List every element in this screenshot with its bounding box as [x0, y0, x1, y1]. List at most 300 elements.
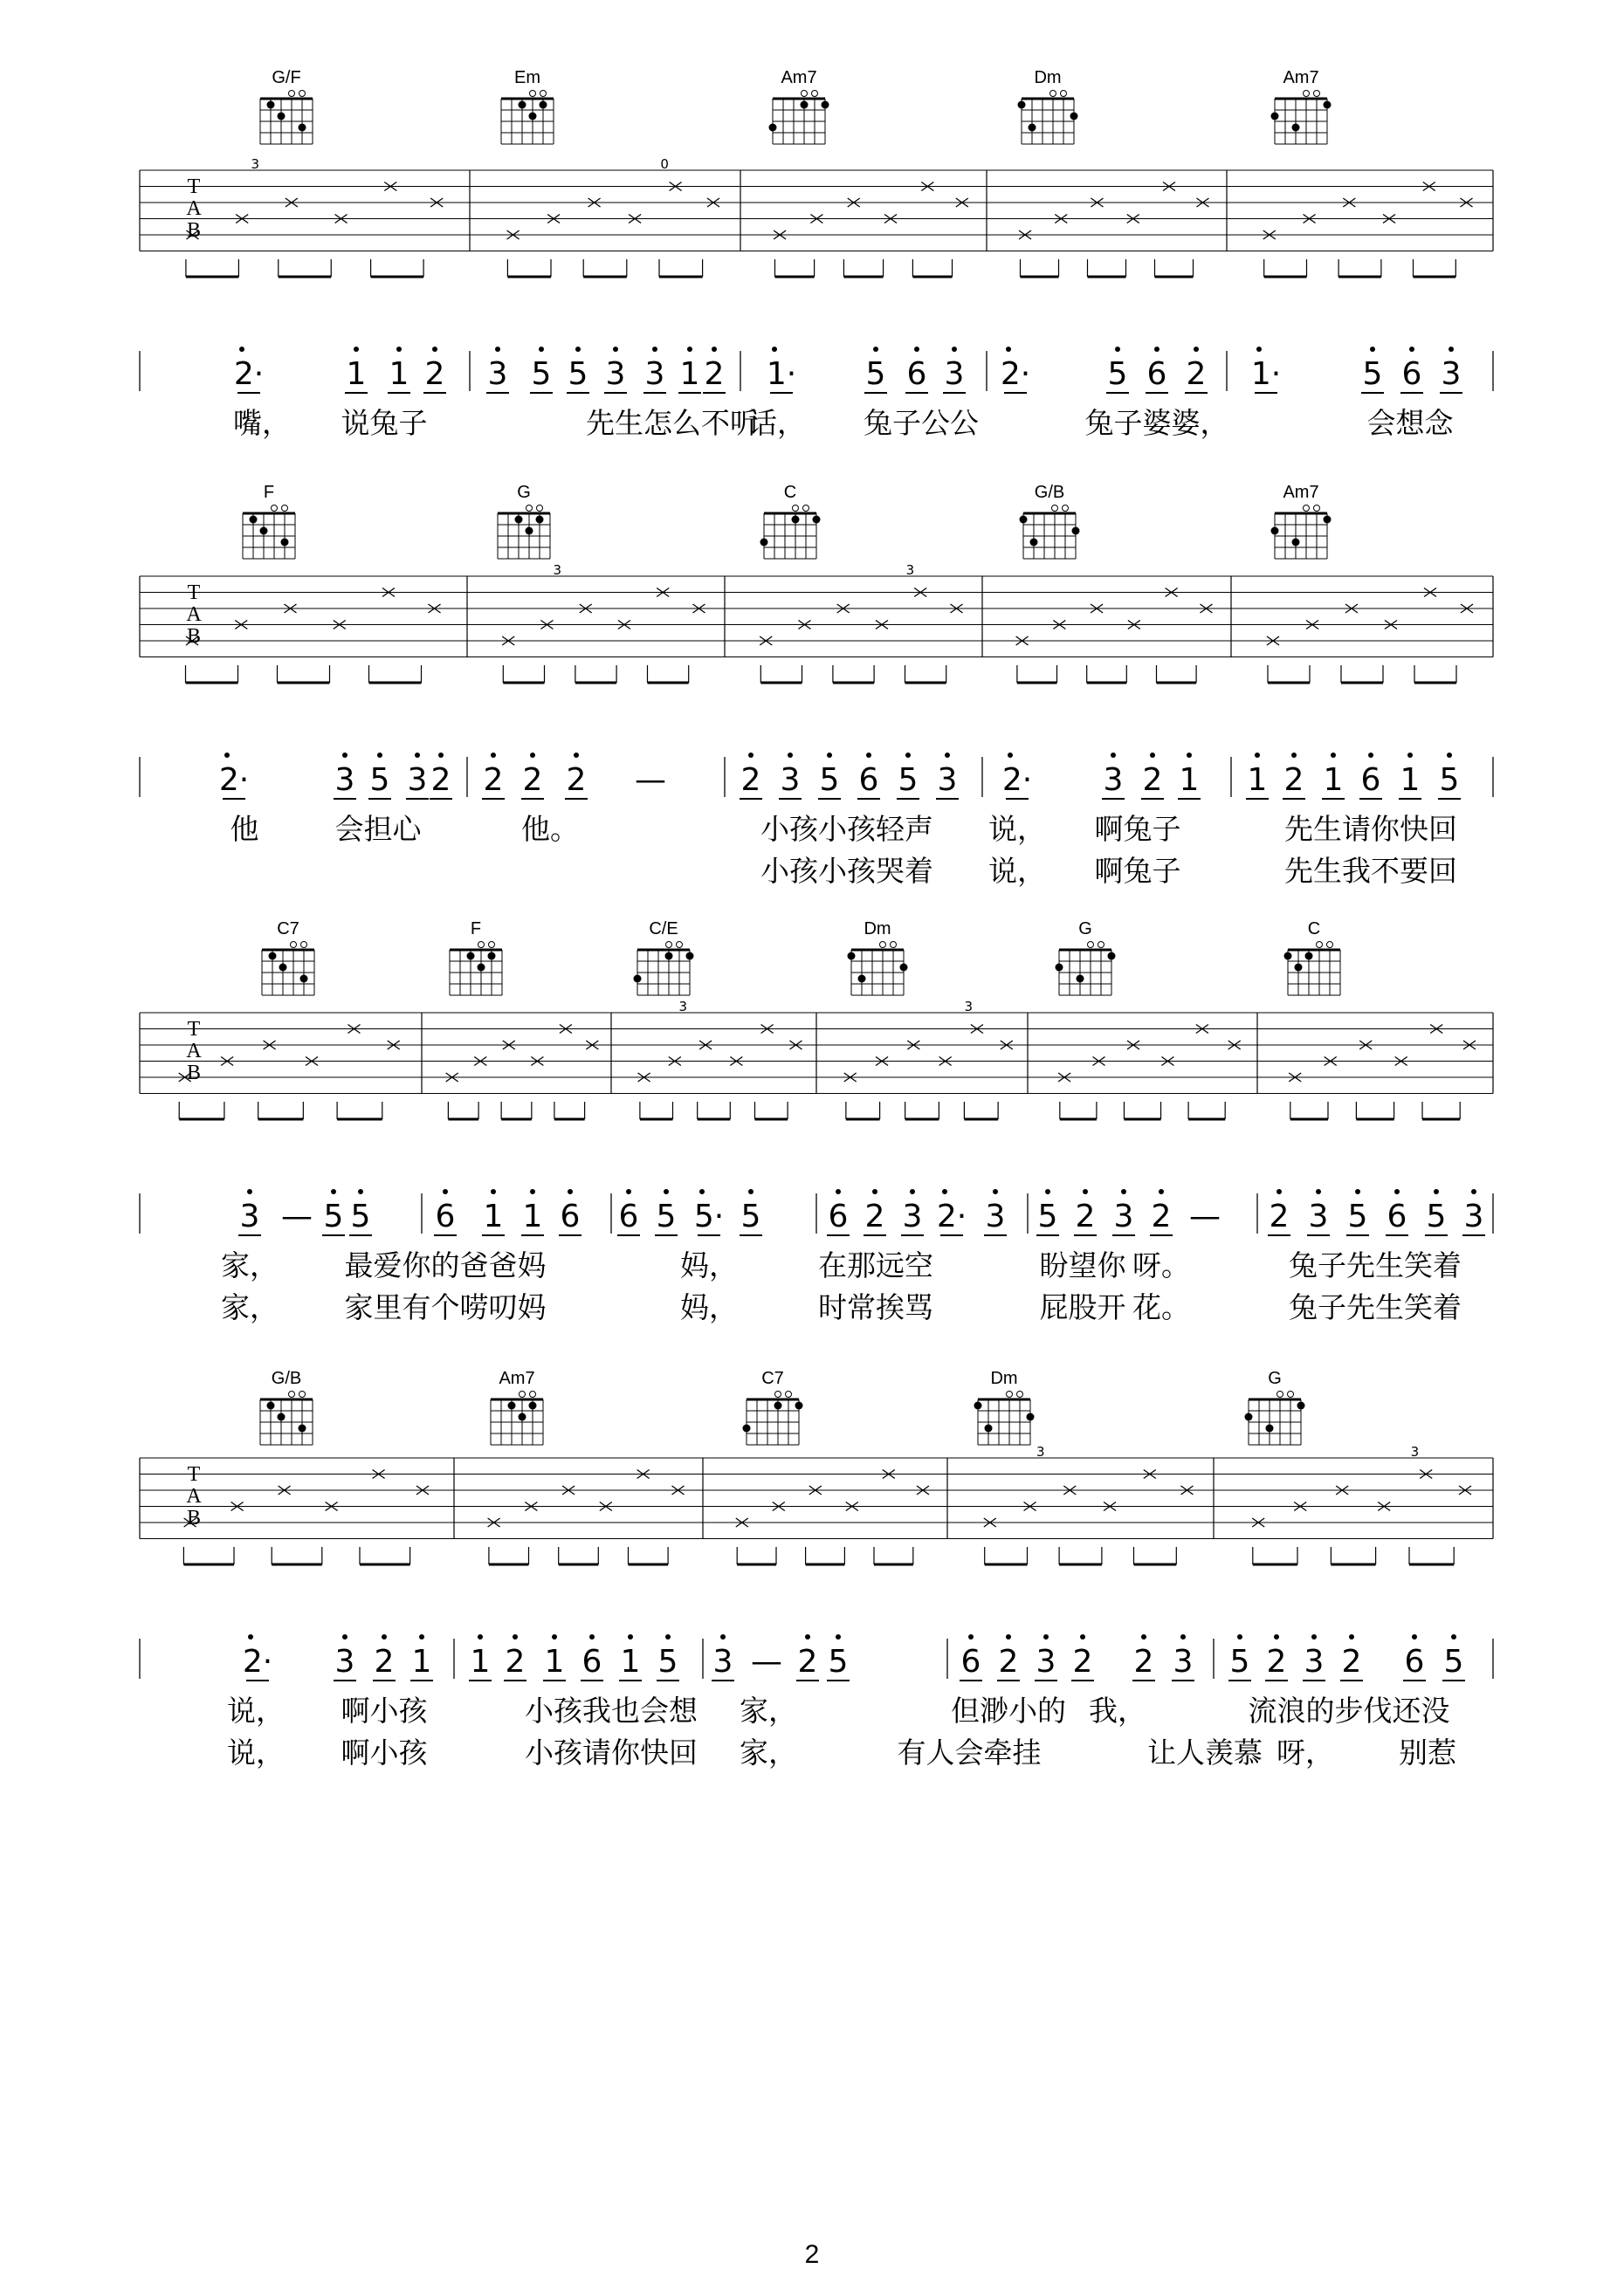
octave-dot	[1331, 753, 1336, 758]
chord-name: C/E	[649, 919, 678, 938]
fret-number: 3	[1036, 1444, 1045, 1460]
octave-dot	[491, 1189, 496, 1194]
chord-finger-dot	[769, 124, 777, 132]
notation-note: 3	[1036, 1644, 1056, 1680]
chord-name: G	[1268, 1369, 1282, 1388]
notation-note: 2	[522, 762, 543, 798]
chord-open-string	[282, 505, 288, 512]
notation-note: 3	[334, 1644, 355, 1680]
chord-open-string	[289, 1392, 295, 1398]
chord-finger-dot	[974, 1402, 982, 1410]
chord-finger-dot	[515, 516, 523, 524]
notation-note: 3	[712, 1644, 733, 1680]
chord-open-string	[272, 505, 278, 512]
numbered-notation	[140, 1634, 1493, 1681]
octave-dot	[1115, 347, 1120, 352]
chord-finger-dot	[1305, 952, 1313, 960]
chord-name: G	[517, 483, 531, 502]
lyrics-line-1	[221, 1248, 1462, 1282]
chord-open-string	[301, 942, 307, 948]
chord-finger-dot	[529, 1402, 537, 1410]
lyric-text: 小孩请你快回	[525, 1736, 698, 1770]
lyric-text: 家，	[221, 1248, 279, 1282]
chord-diagram	[260, 68, 313, 144]
octave-dot	[652, 347, 657, 352]
octave-dot	[1291, 753, 1297, 758]
chord-open-string	[1288, 1392, 1294, 1398]
chord-finger-dot	[848, 952, 856, 960]
octave-dot	[1237, 1634, 1242, 1640]
notation-note: 5	[369, 762, 390, 798]
tab-clef-letter: B	[186, 1062, 202, 1084]
chord-open-string	[526, 505, 533, 512]
octave-dot	[358, 1189, 363, 1194]
chord-finger-dot	[279, 964, 287, 972]
chord-finger-dot	[1297, 1402, 1305, 1410]
notation-note: 5	[1107, 356, 1128, 392]
tab-staff	[140, 156, 1493, 277]
notation-note: 6	[560, 1199, 581, 1234]
notation-note: 5	[865, 356, 886, 392]
lyrics-line-2	[760, 854, 1457, 888]
chord-finger-dot	[1245, 1413, 1253, 1421]
octave-dot	[1447, 753, 1452, 758]
chord-name: C	[1307, 919, 1321, 938]
octave-dot	[568, 1189, 573, 1194]
fret-number: 0	[660, 156, 669, 172]
octave-dot	[552, 1634, 557, 1640]
chord-name: G	[1078, 919, 1092, 938]
chord-finger-dot	[467, 952, 475, 960]
chord-open-string	[1314, 91, 1320, 97]
tab-staff	[140, 999, 1493, 1119]
octave-dot	[1150, 753, 1155, 758]
notation-note: 3	[1103, 762, 1124, 798]
octave-dot	[1409, 347, 1414, 352]
notation-note: 2	[374, 1644, 395, 1680]
octave-dot	[1083, 1189, 1088, 1194]
octave-dot	[905, 753, 911, 758]
octave-dot	[805, 1634, 810, 1640]
notation-note: 6	[858, 762, 879, 798]
numbered-notation	[140, 753, 1493, 799]
chord-diagram	[848, 919, 908, 995]
lyric-text: 他	[230, 812, 259, 846]
chord-finger-dot	[813, 516, 821, 524]
chord-open-string	[786, 1392, 792, 1398]
lyric-text: 他。	[521, 812, 579, 846]
tab-clef-letter: B	[186, 1507, 202, 1530]
lyric-text: 在那远空	[818, 1248, 933, 1282]
chord-open-string	[677, 942, 683, 948]
lyric-text: 小孩小孩哭着	[760, 854, 933, 888]
chord-name: Am7	[1283, 483, 1319, 502]
octave-dot	[419, 1634, 424, 1640]
notation-note: 5	[323, 1199, 344, 1234]
notation-note: 2·	[218, 762, 250, 798]
notation-note: 1	[1247, 762, 1268, 798]
lyric-text: 家，	[740, 1694, 797, 1728]
octave-dot	[836, 1189, 841, 1194]
numbered-notation	[140, 347, 1493, 393]
octave-dot	[513, 1634, 518, 1640]
chord-open-string	[1304, 505, 1310, 512]
chord-open-string	[289, 91, 295, 97]
notation-note: 1	[1400, 762, 1421, 798]
chord-open-string	[666, 942, 672, 948]
chord-finger-dot	[686, 952, 694, 960]
chord-open-string	[1314, 505, 1320, 512]
chord-open-string	[299, 1392, 306, 1398]
octave-dot	[1043, 1634, 1049, 1640]
lyric-text: 别惹	[1399, 1736, 1456, 1770]
chord-open-string	[1098, 942, 1104, 948]
chord-open-string	[1007, 1392, 1013, 1398]
chord-open-string	[530, 91, 536, 97]
chord-open-string	[1061, 91, 1067, 97]
notation-note: 3	[487, 356, 508, 392]
chord-name: Am7	[1283, 68, 1319, 87]
lyrics-line-2	[227, 1736, 1457, 1770]
notation-note: 2	[1133, 1644, 1154, 1680]
octave-dot	[589, 1634, 595, 1640]
notation-note: 6	[1360, 762, 1381, 798]
octave-dot	[687, 347, 692, 352]
notation-note: 6	[1387, 1199, 1407, 1234]
chord-finger-dot	[774, 1402, 782, 1410]
chord-finger-dot	[529, 113, 537, 120]
notation-note: —	[635, 762, 666, 798]
lyric-text: 兔子公公	[864, 406, 979, 440]
chord-finger-dot	[1295, 964, 1303, 972]
notation-note: 3	[1113, 1199, 1134, 1234]
chord-diagram	[769, 68, 829, 144]
octave-dot	[1256, 347, 1262, 352]
notation-note: 3	[1304, 1644, 1325, 1680]
tab-clef-letter: T	[187, 1018, 201, 1041]
chord-diagram	[760, 483, 821, 559]
octave-dot	[443, 1189, 448, 1194]
octave-dot	[1349, 1634, 1354, 1640]
chord-open-string	[1063, 505, 1069, 512]
notation-note: 5	[828, 1644, 849, 1680]
octave-dot	[438, 753, 444, 758]
chord-diagram	[501, 68, 554, 144]
notation-note: 3	[937, 762, 958, 798]
lyric-text: 妈，	[680, 1248, 738, 1282]
notation-note: 5	[898, 762, 919, 798]
chord-finger-dot	[300, 975, 308, 983]
chord-finger-dot	[1020, 516, 1028, 524]
lyric-text: 啊小孩	[341, 1736, 428, 1770]
chord-finger-dot	[1018, 101, 1026, 109]
lyric-text: 话，	[748, 406, 806, 440]
chord-finger-dot	[519, 1413, 526, 1421]
notation-note: 5	[1439, 762, 1460, 798]
fret-number: 3	[678, 999, 688, 1014]
octave-dot	[1311, 1634, 1317, 1640]
chord-name: F	[470, 919, 482, 938]
notation-note: 1	[389, 356, 409, 392]
octave-dot	[866, 753, 871, 758]
notation-note: 2·	[233, 356, 265, 392]
tab-clef-letter: A	[186, 1485, 202, 1508]
chord-open-string	[291, 942, 297, 948]
chord-open-string	[1088, 942, 1094, 948]
chord-name: G/F	[272, 68, 301, 87]
chord-name: G/B	[271, 1369, 302, 1388]
system-1	[140, 68, 1493, 440]
system-4	[140, 1369, 1493, 1770]
octave-dot	[664, 1189, 669, 1194]
chord-finger-dot	[1077, 975, 1084, 983]
chord-finger-dot	[1271, 113, 1279, 120]
lyric-text: 先生我不要回	[1284, 854, 1457, 888]
octave-dot	[1407, 753, 1413, 758]
notation-note: 5	[1362, 356, 1383, 392]
octave-dot	[1368, 753, 1373, 758]
octave-dot	[574, 753, 579, 758]
lyric-text: 屁股开	[1039, 1290, 1126, 1324]
lyric-text: 家，	[221, 1290, 279, 1324]
chord-open-string	[540, 91, 547, 97]
chord-open-string	[793, 505, 799, 512]
chord-finger-dot	[1324, 516, 1332, 524]
lyric-text: 啊小孩	[341, 1694, 428, 1728]
notation-note: 2	[1142, 762, 1163, 798]
tab-clef-letter: T	[187, 175, 201, 198]
octave-dot	[872, 1189, 877, 1194]
tab-clef-letter: T	[187, 581, 201, 604]
octave-dot	[1394, 1189, 1400, 1194]
chord-name: C7	[277, 919, 299, 938]
chord-finger-dot	[743, 1425, 751, 1433]
notation-note: 3	[780, 762, 801, 798]
chord-diagram	[1018, 68, 1078, 144]
notation-note: 1	[620, 1644, 641, 1680]
lyric-text: 说，	[988, 812, 1046, 846]
notation-note: 2·	[242, 1644, 273, 1680]
notation-note: 2	[430, 762, 451, 798]
octave-dot	[1141, 1634, 1146, 1640]
chord-finger-dot	[1324, 101, 1332, 109]
chord-finger-dot	[1029, 124, 1036, 132]
chord-name: Em	[514, 68, 540, 87]
octave-dot	[1276, 1189, 1282, 1194]
chord-finger-dot	[299, 124, 306, 132]
lyric-text: 花。	[1132, 1290, 1190, 1324]
notation-note: 3	[1463, 1199, 1484, 1234]
lyric-text: 家，	[740, 1736, 797, 1770]
octave-dot	[342, 753, 348, 758]
notation-note: 1	[470, 1644, 491, 1680]
chord-open-string	[1052, 505, 1058, 512]
chord-finger-dot	[508, 1402, 516, 1410]
notation-note: 3	[902, 1199, 923, 1234]
octave-dot	[1355, 1189, 1360, 1194]
chord-finger-dot	[1292, 539, 1300, 547]
octave-dot	[1471, 1189, 1476, 1194]
octave-dot	[1449, 347, 1454, 352]
chord-open-string	[880, 942, 886, 948]
notation-note: 2	[566, 762, 587, 798]
octave-dot	[665, 1634, 671, 1640]
chord-name: F	[263, 483, 275, 502]
notation-note: 5	[740, 1199, 761, 1234]
octave-dot	[748, 1189, 754, 1194]
lyric-text: 嘴，	[233, 406, 291, 440]
octave-dot	[1111, 753, 1116, 758]
lyric-text: 先生请你快回	[1284, 812, 1457, 846]
notation-note: 5	[819, 762, 840, 798]
chord-finger-dot	[267, 1402, 275, 1410]
notation-note: 6	[1146, 356, 1167, 392]
octave-dot	[699, 1189, 705, 1194]
octave-dot	[1159, 1189, 1164, 1194]
notation-note: 3	[985, 1199, 1006, 1234]
octave-dot	[575, 347, 581, 352]
lyric-text: 最爱你的爸爸妈	[344, 1248, 547, 1282]
chord-diagram	[1056, 919, 1116, 995]
octave-dot	[873, 347, 878, 352]
chord-open-string	[489, 942, 495, 948]
fret-number: 3	[251, 156, 260, 172]
notation-note: 3	[605, 356, 626, 392]
notation-note: 1	[522, 1199, 543, 1234]
notation-note: 3	[944, 356, 965, 392]
chord-finger-dot	[858, 975, 866, 983]
lyric-text: 有人会牵挂	[897, 1736, 1042, 1770]
chord-name: Am7	[499, 1369, 535, 1388]
chord-open-string	[520, 1392, 526, 1398]
lyric-text: 我，	[1089, 1694, 1146, 1728]
notation-note: 1	[483, 1199, 504, 1234]
lyric-text: 但渺小的	[951, 1694, 1066, 1728]
chord-finger-dot	[278, 1413, 286, 1421]
octave-dot	[626, 1189, 631, 1194]
chord-diagram	[743, 1369, 803, 1445]
chord-diagram	[243, 483, 295, 559]
notation-note: 5	[531, 356, 552, 392]
octave-dot	[539, 347, 544, 352]
notation-note: 3	[407, 762, 428, 798]
chord-diagram	[1271, 68, 1332, 144]
chord-open-string	[891, 942, 897, 948]
lyric-text: 妈，	[680, 1290, 738, 1324]
chord-finger-dot	[269, 952, 277, 960]
chord-diagram	[450, 919, 502, 995]
chord-open-string	[537, 505, 543, 512]
chord-finger-dot	[1271, 527, 1279, 535]
notation-note: 3	[334, 762, 355, 798]
notation-note: 2	[704, 356, 725, 392]
chord-finger-dot	[1284, 952, 1292, 960]
notation-note: 2	[998, 1644, 1019, 1680]
chord-finger-dot	[1108, 952, 1116, 960]
octave-dot	[377, 753, 382, 758]
octave-dot	[1006, 1634, 1011, 1640]
octave-dot	[1080, 1634, 1085, 1640]
notation-note: 6	[581, 1644, 602, 1680]
octave-dot	[1255, 753, 1260, 758]
lyric-text: 说兔子	[341, 406, 428, 440]
octave-dot	[910, 1189, 915, 1194]
notation-note: 1	[411, 1644, 432, 1680]
octave-dot	[1434, 1189, 1439, 1194]
notation-note: —	[751, 1644, 782, 1680]
notation-note: 5	[350, 1199, 371, 1234]
octave-dot	[1194, 347, 1199, 352]
notation-note: 3	[1173, 1644, 1194, 1680]
tab-clef-letter: T	[187, 1463, 201, 1486]
lyrics-line-1	[231, 812, 1458, 846]
chord-open-string	[1317, 942, 1323, 948]
notation-note: 2·	[1000, 356, 1031, 392]
chord-diagram	[491, 1369, 543, 1445]
chord-name: Dm	[864, 919, 891, 938]
octave-dot	[1370, 347, 1375, 352]
chord-finger-dot	[526, 527, 533, 535]
chord-open-string	[1017, 1392, 1023, 1398]
lyric-text: 说，	[988, 854, 1046, 888]
chord-diagram	[1020, 483, 1080, 559]
lyric-text: 兔子先生笑着	[1289, 1290, 1462, 1324]
chord-finger-dot	[1027, 1413, 1035, 1421]
chord-open-string	[775, 1392, 781, 1398]
lyric-text: 说，	[227, 1694, 285, 1728]
chord-name: C7	[761, 1369, 784, 1388]
notation-note: 1	[346, 356, 367, 392]
notation-note: 2	[1266, 1644, 1287, 1680]
octave-dot	[942, 1189, 947, 1194]
chord-open-string	[812, 91, 818, 97]
notation-note: 5	[568, 356, 588, 392]
notation-note: 6	[435, 1199, 456, 1234]
chord-open-string	[1327, 942, 1333, 948]
chord-open-string	[803, 505, 809, 512]
notation-note: 6	[960, 1644, 981, 1680]
lyric-text: 说，	[227, 1736, 285, 1770]
fret-number: 3	[964, 999, 974, 1014]
chord-name: C	[783, 483, 797, 502]
chord-open-string	[1304, 91, 1310, 97]
octave-dot	[1006, 347, 1011, 352]
notation-note: 5	[656, 1199, 677, 1234]
lyric-text: 会担心	[334, 812, 422, 846]
notation-note: 2	[740, 762, 761, 798]
octave-dot	[247, 1189, 252, 1194]
lyric-text: 小孩小孩轻声	[760, 812, 933, 846]
notation-note: 6	[1404, 1644, 1425, 1680]
tab-clef-letter: B	[186, 625, 202, 648]
octave-dot	[331, 1189, 336, 1194]
chord-diagram	[1271, 483, 1332, 559]
notation-note: 5	[1229, 1644, 1250, 1680]
lyrics-line-2	[221, 1290, 1462, 1324]
notation-note: 2	[424, 356, 445, 392]
chord-finger-dot	[822, 101, 829, 109]
lyric-text: 盼望你	[1039, 1248, 1126, 1282]
page-number: 2	[804, 2240, 820, 2269]
tab-clef-letter: A	[186, 1040, 202, 1062]
notation-note: 3	[1441, 356, 1462, 392]
notation-note: 1	[679, 356, 700, 392]
lyric-text: 流浪的步伐还没	[1248, 1694, 1450, 1728]
notation-note: —	[1189, 1199, 1221, 1234]
octave-dot	[945, 753, 950, 758]
octave-dot	[1274, 1634, 1279, 1640]
octave-dot	[432, 347, 437, 352]
